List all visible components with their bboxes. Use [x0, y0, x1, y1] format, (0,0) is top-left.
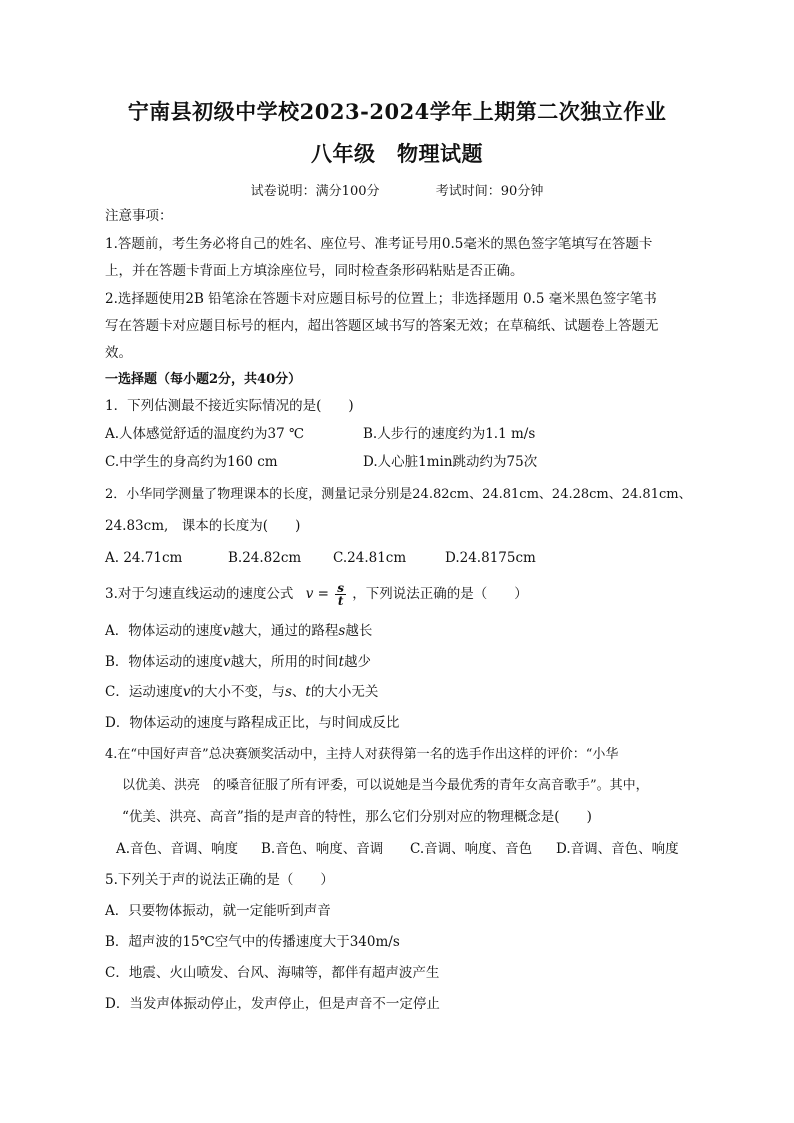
q3-stem — [105, 582, 528, 607]
q4-option-b: B.音色、响度、音调 — [261, 841, 384, 857]
q4-stem-line-2: 以优美、洪亮 的嗓音征服了所有评委，可以说她是当今最优秀的青年女高音歌手”。其中， — [122, 778, 649, 793]
q3-formula-numerator: s — [337, 581, 344, 595]
exam-score-note: 试卷说明：满分100分 — [250, 184, 380, 199]
q3-c-var-s: s — [284, 684, 292, 700]
q4-option-a: A.音色、音调、响度 — [116, 841, 239, 857]
q1-option-d: D.人心脏1min跳动约为75次 — [363, 454, 538, 470]
q4-stem-line-1: 4.在“中国好声音”总决赛颁奖活动中，主持人对获得第一名的选手作出这样的评价：“小华 — [105, 747, 619, 762]
note-2-line-3: 效。 — [105, 345, 132, 361]
q3-c-text-1: C．运动速度 — [105, 684, 183, 700]
q5-option-d: D．当发声体振动停止，发声停止，但是声音不一定停止 — [105, 996, 440, 1012]
q3-c-var-t: t — [305, 684, 311, 700]
q1-option-b: B.人步行的速度约为1.1 m/s — [363, 426, 536, 442]
q3-b-var-v: v — [222, 654, 231, 670]
q4-stem-line-3: “优美、洪亮、高音”指的是声音的特性，那么它们分别对应的物理概念是( ) — [122, 809, 592, 825]
q3-c-var-v: v — [182, 684, 191, 700]
q3-a-text-1: A．物体运动的速度 — [105, 623, 223, 639]
q2-option-d: D.24.8175cm — [445, 550, 536, 566]
q3-formula-denominator: t — [337, 594, 344, 608]
q3-option-c — [105, 683, 378, 701]
q3-b-text-3: 越少 — [344, 654, 371, 670]
q1-stem: 1．下列估测最不接近实际情况的是( ) — [105, 398, 354, 414]
q2-option-c: C.24.81cm — [333, 550, 407, 566]
q2-option-a: A. 24.71cm — [105, 550, 183, 566]
q3-a-var-v: v — [222, 623, 231, 639]
note-2-line-2: 写在答题卡对应题目标号的框内，超出答题区域书写的答案无效；在草稿纸、试题卷上答题无 — [105, 318, 659, 334]
q3-b-var-t: t — [338, 654, 344, 670]
exam-info — [0, 180, 794, 199]
section-heading: 一选择题（每小题2分，共40分） — [105, 372, 302, 387]
q3-formula-fraction — [335, 582, 346, 607]
q2-stem-line-1: 2．小华同学测量了物理课本的长度，测量记录分别是24.82cm、24.81cm、24.28cm、24.81cm、 — [105, 487, 692, 502]
q3-stem-suffix: ，下列说法正确的是（ ） — [352, 586, 528, 602]
q1-option-c: C.中学生的身高约为160 cm — [105, 454, 278, 470]
q5-option-c: C．地震、火山喷发、台风、海啸等，都伴有超声波产生 — [105, 965, 440, 981]
notes-heading: 注意事项： — [105, 208, 173, 224]
q3-b-text-2: 越大，所用的时间 — [230, 654, 339, 670]
q3-c-separator: 、 — [291, 684, 306, 700]
q3-a-var-s: s — [338, 623, 346, 639]
q2-stem-line-2: 24.83cm, 课本的长度为( ) — [105, 518, 301, 534]
q3-c-text-3: 的大小无关 — [310, 684, 379, 700]
q3-c-text-2: 的大小不变，与 — [190, 684, 285, 700]
q3-b-text-1: B．物体运动的速度 — [105, 654, 223, 670]
q3-option-a — [105, 622, 372, 640]
q3-a-text-3: 越长 — [345, 623, 373, 639]
q5-option-b: B．超声波的15℃空气中的传播速度大于340m/s — [105, 934, 400, 950]
q4-option-c: C.音调、响度、音色 — [410, 841, 533, 857]
q3-stem-prefix: 3.对于匀速直线运动的速度公式 — [105, 586, 294, 602]
q5-stem: 5.下列关于声的说法正确的是（ ） — [105, 872, 334, 888]
exam-time-note: 考试时间：90分钟 — [435, 184, 544, 199]
q2-option-b: B.24.82cm — [228, 550, 302, 566]
note-1-line-1: 1.答题前，考生务必将自己的姓名、座位号、准考证号用0.5毫米的黑色签字笔填写在答题卡 — [105, 236, 653, 252]
q3-a-text-2: 越大，通过的路程 — [230, 623, 339, 639]
note-2-line-1: 2.选择题使用2B 铅笔涂在答题卡对应题目标号的位置上；非选择题用 0.5 毫米黑色签字笔书 — [105, 291, 657, 307]
exam-subtitle: 八年级 物理试题 — [311, 141, 483, 166]
q3-option-b — [105, 653, 371, 671]
q3-formula-lhs: v = — [305, 586, 329, 602]
q4-option-d: D.音调、音色、响度 — [556, 841, 679, 857]
q1-option-a: A.人体感觉舒适的温度约为37 ℃ — [105, 426, 305, 442]
q3-option-d: D．物体运动的速度与路程成正比，与时间成反比 — [105, 715, 400, 731]
exam-title: 宁南县初级中学校2023-2024学年上期第二次独立作业 — [127, 99, 667, 124]
q5-option-a: A．只要物体振动，就一定能听到声音 — [105, 903, 331, 919]
note-1-line-2: 上，并在答题卡背面上方填涂座位号，同时检查条形码粘贴是否正确。 — [105, 263, 524, 279]
